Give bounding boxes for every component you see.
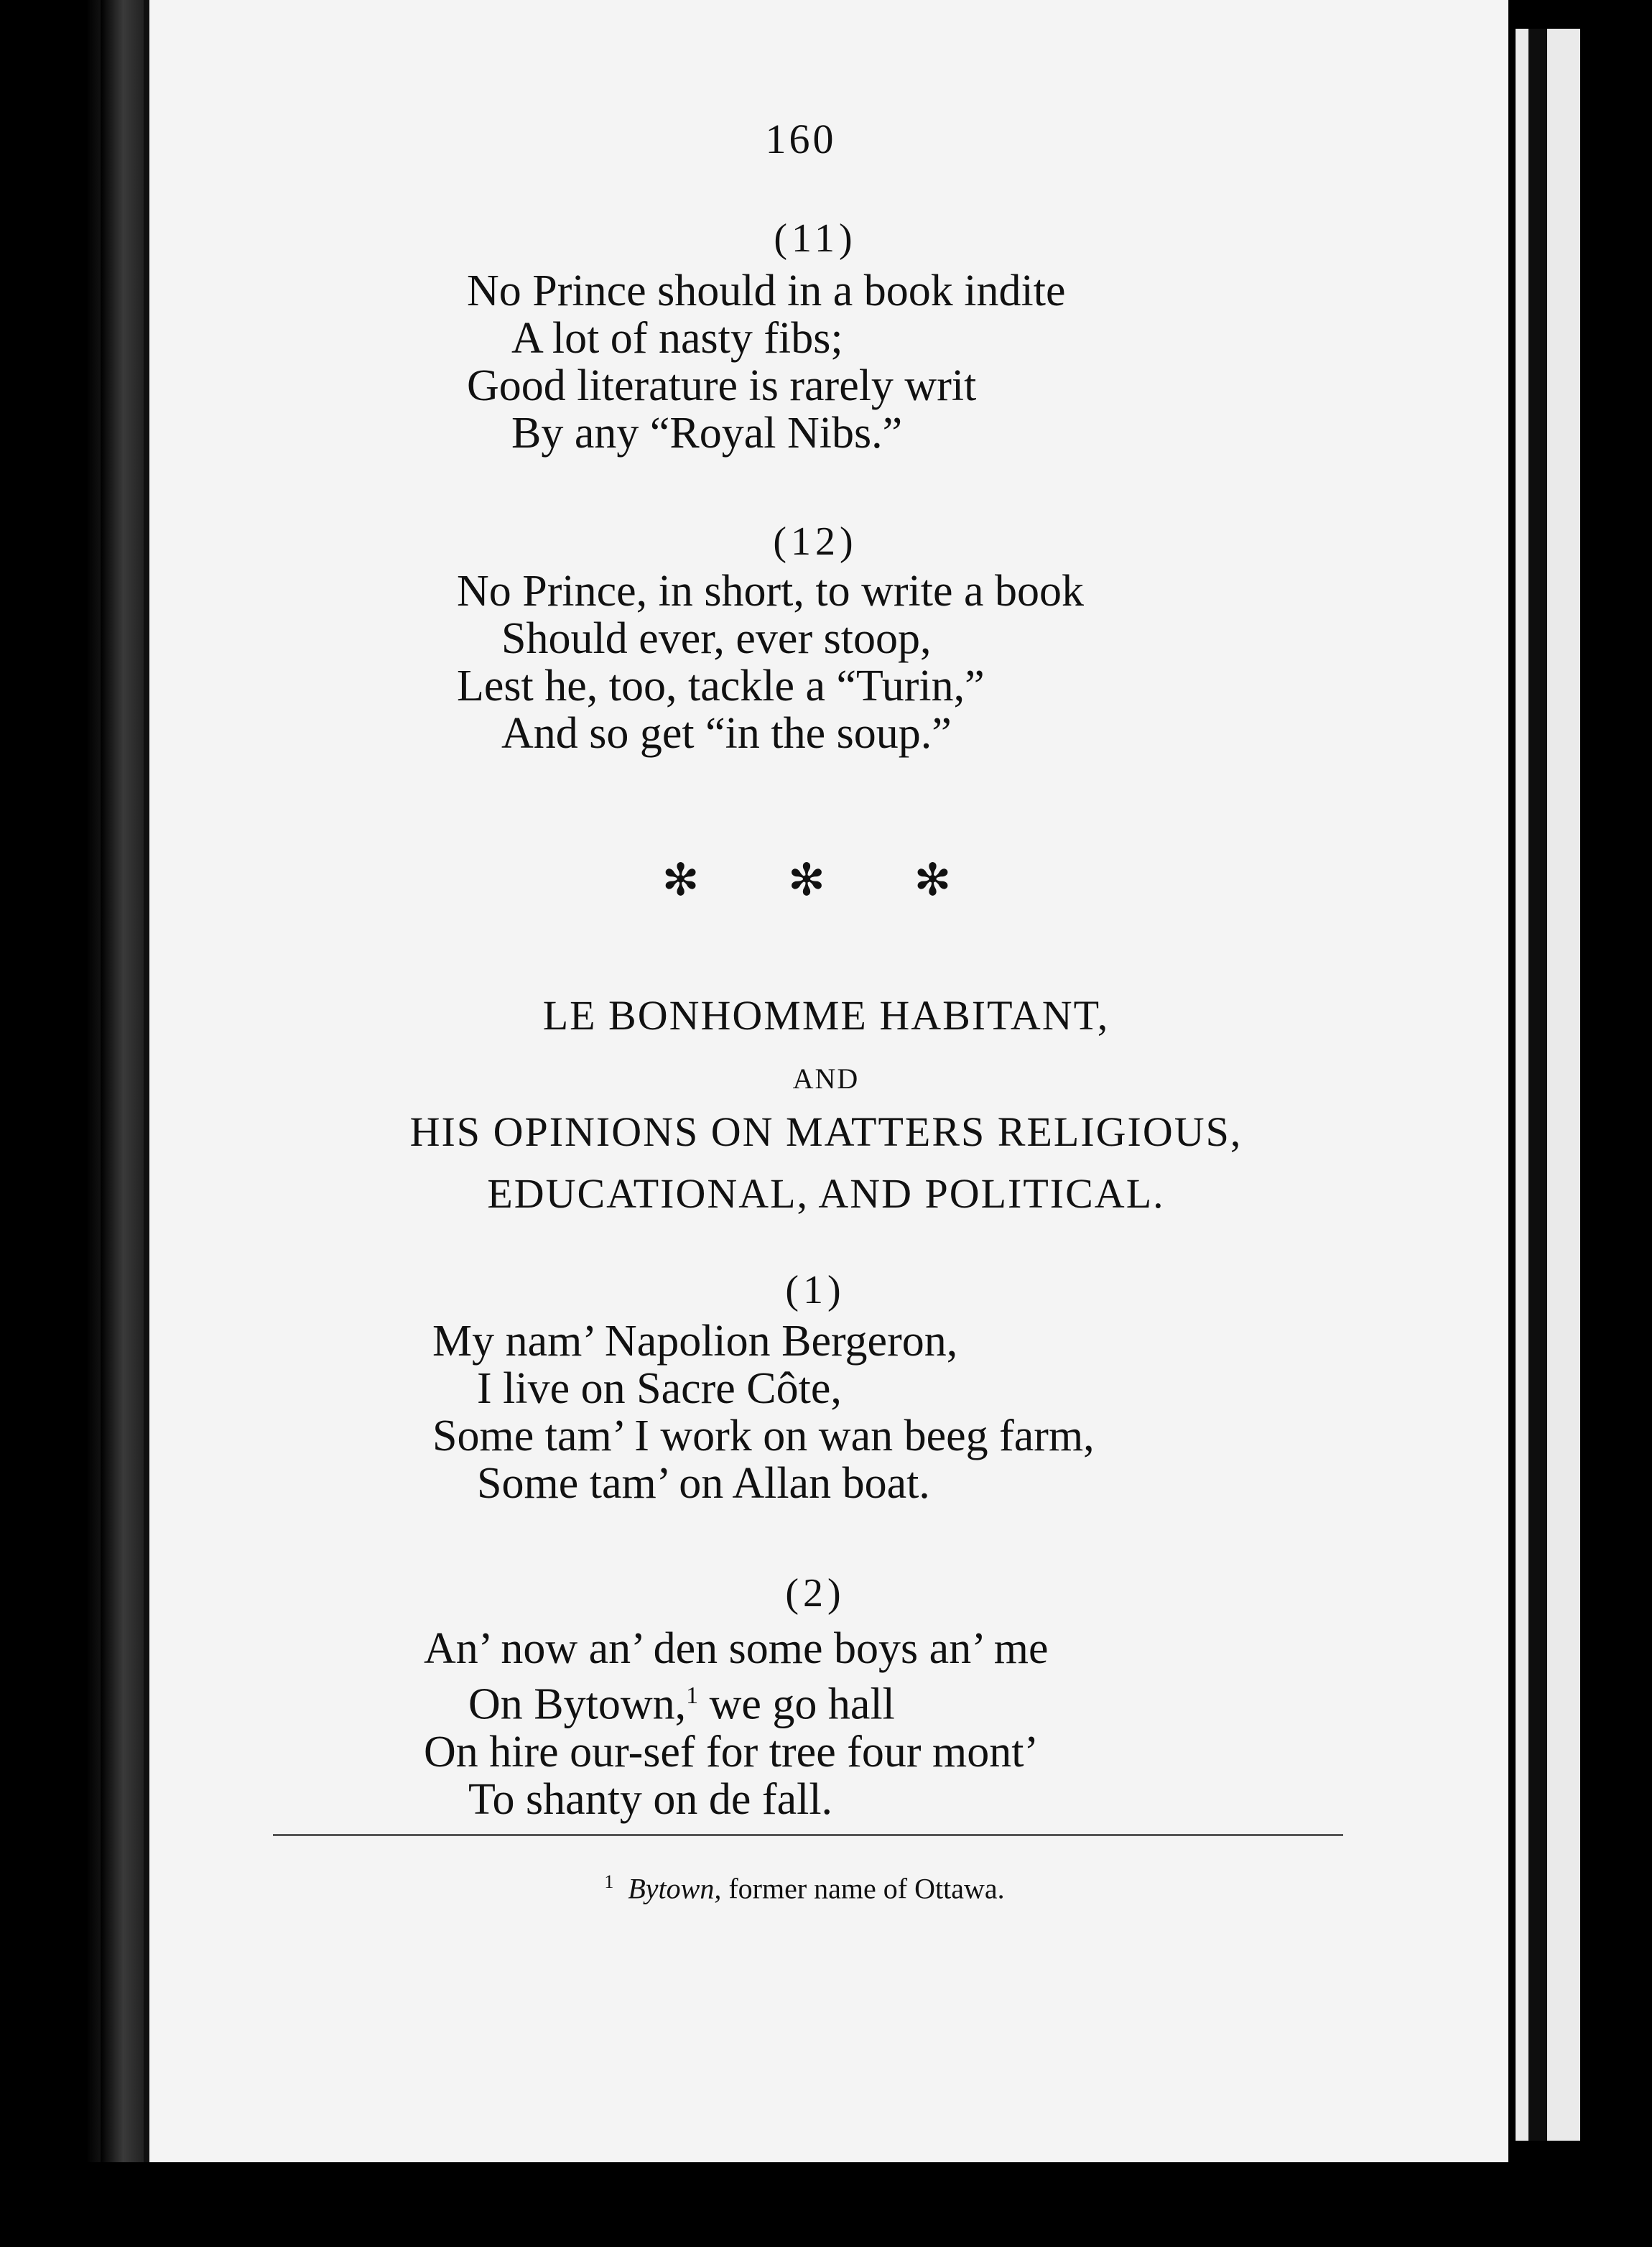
stanza-number-2: (2) <box>785 1571 845 1616</box>
stanza-number-1: (1) <box>785 1268 845 1312</box>
poem-title-line-1: LE BONHOMME HABITANT, <box>542 992 1110 1039</box>
verse-line: Some tam’ on Allan boat. <box>477 1459 930 1508</box>
verse-line: No Prince should in a book indite <box>467 267 1066 315</box>
verse-line: An’ now an’ den some boys an’ me <box>424 1624 1049 1673</box>
stanza-11 <box>467 267 1065 457</box>
verse-text: we go hall <box>709 1680 895 1729</box>
scan-border-bottom <box>0 2162 1652 2247</box>
verse-text: On Bytown, <box>468 1680 687 1729</box>
poem-title-and: AND <box>792 1062 860 1095</box>
stanza-2 <box>424 1625 1048 1823</box>
stanza-1 <box>432 1317 1095 1507</box>
footnote <box>0 1871 1609 1905</box>
verse-line: Some tam’ I work on wan beeg farm, <box>432 1412 1095 1460</box>
verse-line: Good literature is rarely writ <box>467 361 977 410</box>
section-ornament: ✻ ✻ ✻ <box>662 856 990 905</box>
verse-line: I live on Sacre Côte, <box>477 1364 842 1413</box>
footnote-rule <box>273 1834 1343 1836</box>
verse-line: A lot of nasty fibs; <box>511 314 843 363</box>
poem-title-line-2: HIS OPINIONS ON MATTERS RELIGIOUS, <box>409 1108 1243 1155</box>
page-number: 160 <box>765 116 837 162</box>
stanza-number-12: (12) <box>773 519 858 564</box>
stanza-12 <box>457 567 1084 757</box>
verse-line: Lest he, too, tackle a “Turin,” <box>457 662 985 710</box>
verse-line <box>424 1672 1048 1728</box>
poem-title-line-3: EDUCATIONAL, AND POLITICAL. <box>487 1170 1165 1217</box>
footnote-term: Bytown, <box>628 1872 722 1905</box>
verse-line: Should ever, ever stoop, <box>501 614 932 663</box>
stanza-number-11: (11) <box>774 216 857 261</box>
verse-line: On hire our-sef for tree four mont’ <box>424 1727 1039 1776</box>
verse-line: And so get “in the soup.” <box>501 709 952 758</box>
verse-line: My nam’ Napolion Bergeron, <box>432 1317 958 1366</box>
footnote-mark: 1 <box>604 1871 614 1892</box>
verse-line: By any “Royal Nibs.” <box>511 409 903 458</box>
footnote-reference: 1 <box>686 1682 699 1709</box>
verse-line: No Prince, in short, to write a book <box>457 567 1085 616</box>
footnote-text: former name of Ottawa. <box>728 1872 1005 1905</box>
verse-line: To shanty on de fall. <box>468 1774 833 1824</box>
